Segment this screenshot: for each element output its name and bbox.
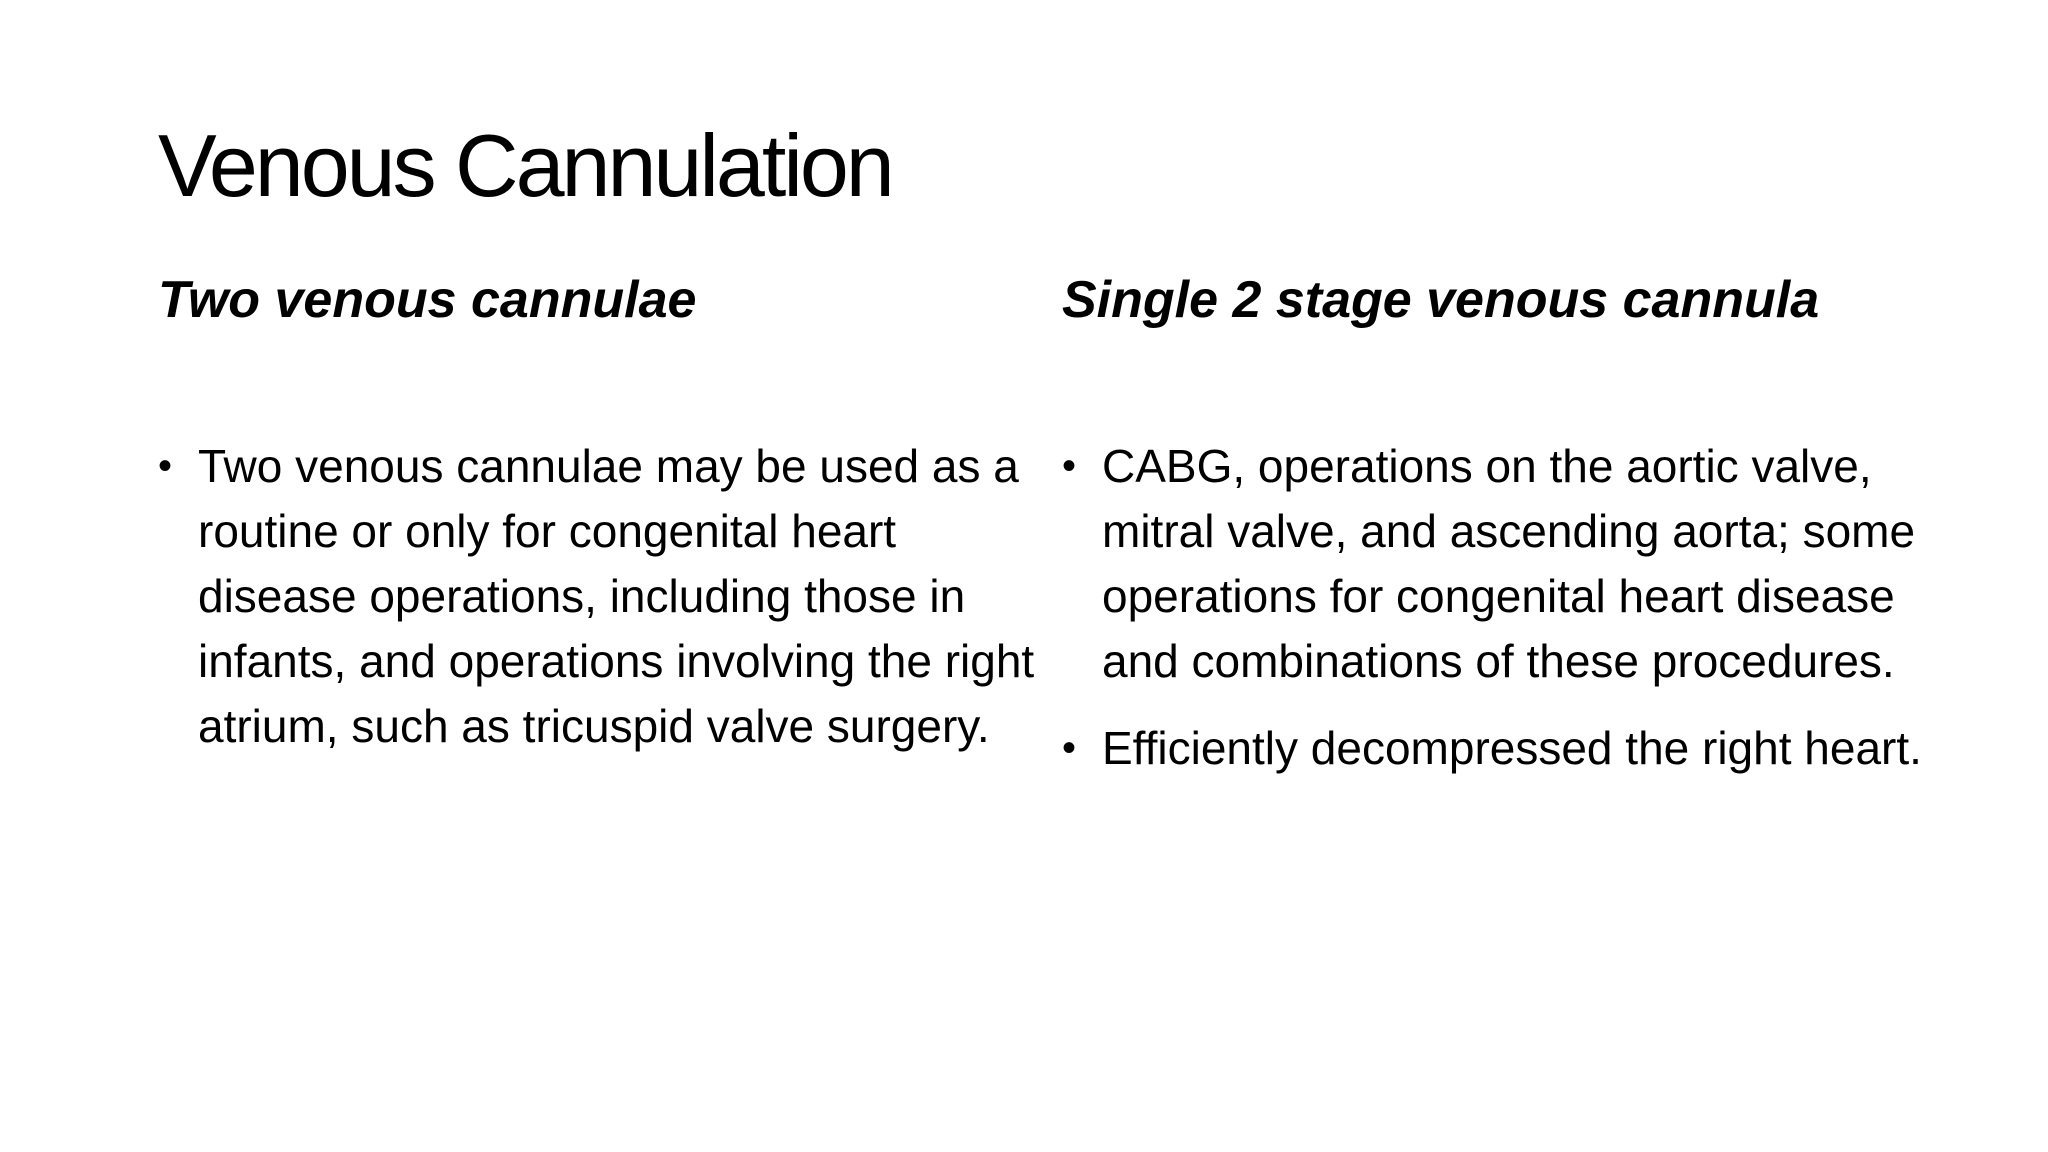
bullet-icon: • [1062, 444, 1077, 488]
bullet-text: Two venous cannulae may be used as a routine or only for congenital heart disease operations, including those in infants, and operations involving the right atrium, such as tricuspid valve surgery. [198, 440, 1035, 752]
list-item [1062, 716, 1942, 781]
right-column [1062, 268, 1942, 774]
list-item [1062, 434, 1942, 694]
left-bullet-list [158, 434, 1038, 781]
right-bullet-list [1062, 434, 1942, 803]
right-column-heading: Single 2 stage venous cannula [1062, 271, 1820, 329]
bullet-icon: • [158, 444, 173, 488]
list-item [158, 434, 1038, 759]
slide-title: Venous Cannulation [158, 116, 892, 215]
bullet-text: CABG, operations on the aortic valve, mitral valve, and ascending aorta; some operations for congenital heart disease and combinations of these procedures. [1102, 440, 1916, 687]
left-column-heading: Two venous cannulae [158, 271, 697, 329]
left-column [158, 268, 1038, 752]
bullet-text: Efficiently decompressed the right heart. [1102, 722, 1922, 774]
bullet-icon: • [1062, 726, 1077, 770]
